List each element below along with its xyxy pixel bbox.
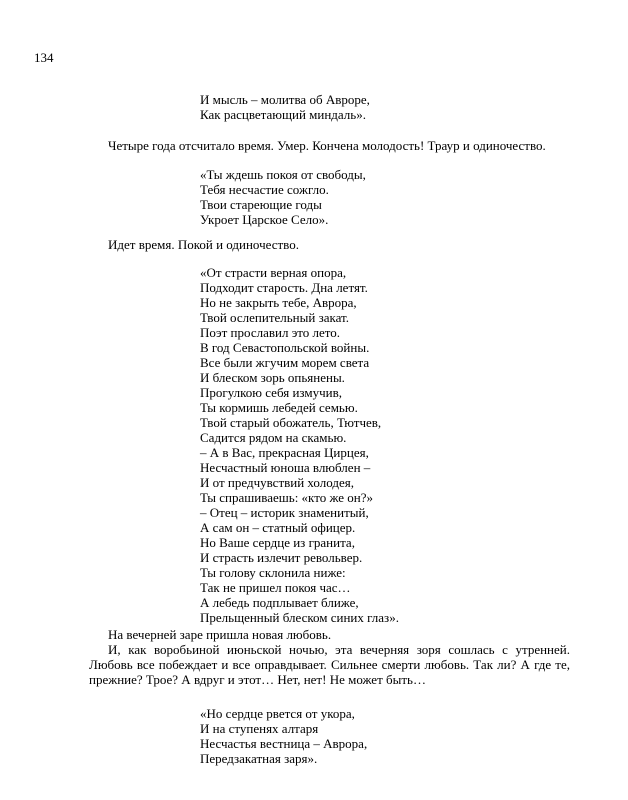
verse-line: Ты кормишь лебедей семью.	[200, 400, 358, 415]
verse-line: Ты голову склонила ниже:	[200, 565, 346, 580]
verse-line: Как расцветающий миндаль».	[200, 107, 366, 122]
verse-line: Передзакатная заря».	[200, 751, 318, 766]
verse-line: Твои стареющие годы	[200, 197, 322, 212]
verse-line: Несчастья вестница – Аврора,	[200, 736, 368, 751]
page-number: 134	[34, 50, 54, 65]
verse-line: Все были жгучим морем света	[200, 355, 370, 370]
verse-line: «Но сердце рвется от укора,	[200, 706, 355, 721]
verse-line: – А в Вас, прекрасная Цирцея,	[200, 445, 369, 460]
verse-line: Ты спрашиваешь: «кто же он?»	[200, 490, 374, 505]
verse-line: Подходит старость. Дна летят.	[200, 280, 368, 295]
verse-line: И страсть излечит револьвер.	[200, 550, 363, 565]
verse-line: И мысль – молитва об Авроре,	[200, 92, 370, 107]
verse-line: И на ступенях алтаря	[200, 721, 319, 736]
prose-line: И, как воробьиной июньской ночью, эта вечерняя зоря сошлась с утренней.	[108, 642, 570, 657]
verse-line: Укроет Царское Село».	[200, 212, 329, 227]
verse-line: В год Севастопольской войны.	[200, 340, 370, 355]
verse-line: А сам он – статный офицер.	[200, 520, 356, 535]
verse-line: А лебедь подплывает ближе,	[200, 595, 359, 610]
verse-line: И от предчувствий холодея,	[200, 475, 354, 490]
prose-line: прежние? Трое? А вдруг и этот… Нет, нет! Не может быть…	[89, 672, 426, 687]
verse-line: Тебя несчастие сожгло.	[200, 182, 329, 197]
verse-line: Но не закрыть тебе, Аврора,	[200, 295, 357, 310]
prose-paragraph-3	[89, 627, 570, 687]
verse-block-1	[200, 92, 370, 122]
verse-line: Так не пришел покоя час…	[200, 580, 351, 595]
verse-line: Поэт прославил это лето.	[200, 325, 341, 340]
verse-line: Прельщенный блеском синих глаз».	[200, 610, 399, 625]
verse-line: Твой ослепительный закат.	[200, 310, 349, 325]
verse-line: Но Ваше сердце из гранита,	[200, 535, 355, 550]
prose-paragraph-1: Четыре года отсчитало время. Умер. Кончена молодость! Траур и одиночество.	[108, 138, 546, 153]
verse-line: Твой старый обожатель, Тютчев,	[200, 415, 382, 430]
prose-paragraph-2: Идет время. Покой и одиночество.	[108, 237, 299, 252]
verse-line: «Ты ждешь покоя от свободы,	[200, 167, 366, 182]
verse-line: – Отец – историк знаменитый,	[200, 505, 369, 520]
prose-line: На вечерней заре пришла новая любовь.	[108, 627, 332, 642]
verse-block-3	[200, 265, 399, 625]
verse-block-2	[200, 167, 366, 227]
verse-block-4	[200, 706, 367, 766]
verse-line: «От страсти верная опора,	[200, 265, 347, 280]
prose-line: Любовь все побеждает и все оправдывает. Сильнее смерти любовь. Так ли? А где те,	[89, 657, 570, 672]
verse-line: Несчастный юноша влюблен –	[200, 460, 371, 475]
verse-line: Прогулкою себя измучив,	[200, 385, 342, 400]
verse-line: И блеском зорь опьянены.	[200, 370, 345, 385]
verse-line: Садится рядом на скамью.	[200, 430, 347, 445]
